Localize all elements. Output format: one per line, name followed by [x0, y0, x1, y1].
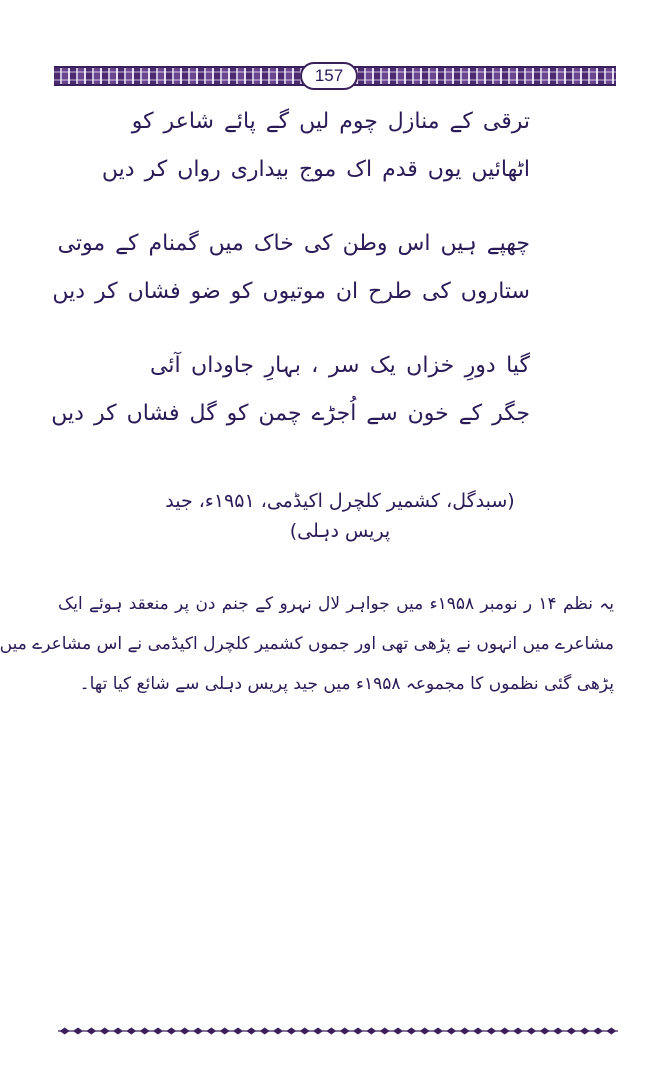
verse-line: ترقی کے منازل چوم لیں گے پائے شاعر کو [131, 109, 530, 134]
source-citation: (سبدگل، کشمیر کلچرل اکیڈمی، ۱۹۵۱ء، جید پریس دہلی) [165, 490, 515, 542]
ornament-diamond [100, 1028, 110, 1035]
footnote-line: پڑھی گئی نظموں کا مجموعہ ۱۹۵۸ء میں جید پریس دہلی سے شائع کیا تھا۔ [79, 674, 614, 694]
verse-line: اٹھائیں یوں قدم اک موج بیداری رواں کر دیں [101, 157, 530, 182]
ornament-diamond [513, 1028, 523, 1035]
ornament-diamond [393, 1028, 403, 1035]
ornament-diamond [366, 1028, 376, 1035]
ornament-diamond [73, 1028, 83, 1035]
ornament-diamond [140, 1028, 150, 1035]
ornament-diamond [406, 1028, 416, 1035]
ornament-diamond [540, 1028, 550, 1035]
ornament-diamond [86, 1028, 96, 1035]
ornament-diamond [60, 1028, 70, 1035]
ornament-diamond [500, 1028, 510, 1035]
page-number-text: 157 [314, 66, 344, 85]
footnote-line: مشاعرے میں انہوں نے پڑھی تھی اور جموں کشمیر کلچرل اکیڈمی نے اس مشاعرے میں [0, 634, 614, 654]
ornament-diamond [153, 1028, 163, 1035]
ornament-diamond [246, 1028, 256, 1035]
ornament-diamond [126, 1028, 136, 1035]
ornament-diamond [526, 1028, 536, 1035]
ornament-diamond [233, 1028, 243, 1035]
ornament-diamond [286, 1028, 296, 1035]
ornament-diamond [326, 1028, 336, 1035]
ornament-diamond [340, 1028, 350, 1035]
ornament-diamond [460, 1028, 470, 1035]
ornament-diamond [486, 1028, 496, 1035]
stanza-1 [101, 98, 530, 194]
poem [51, 98, 530, 464]
ornament-diamond [553, 1028, 563, 1035]
ornament-diamond [353, 1028, 363, 1035]
ornament-diamond [193, 1028, 203, 1035]
footnote-paragraph [0, 584, 614, 704]
footnote-line: یہ نظم ۱۴ ر نومبر ۱۹۵۸ء میں جواہر لال نہرو کے جنم دن پر منعقد ہوئے ایک [58, 594, 614, 614]
stanza-3 [51, 342, 530, 438]
ornament-diamond [566, 1028, 576, 1035]
ornament-diamond [433, 1028, 443, 1035]
ornament-diamond [446, 1028, 456, 1035]
page-number [300, 62, 358, 90]
ornament-diamond [113, 1028, 123, 1035]
ornament-diamond [593, 1028, 603, 1035]
verse-line: گیا دورِ خزاں یک سر ، بہارِ جاوداں آئی [150, 353, 530, 378]
verse-line: ستاروں کی طرح ان موتیوں کو ضو فشاں کر دیں [52, 279, 530, 304]
ornament-diamond [606, 1028, 616, 1035]
ornament-diamond [300, 1028, 310, 1035]
ornament-diamond [473, 1028, 483, 1035]
bottom-ornament-border [58, 1026, 618, 1036]
stanza-2 [52, 220, 530, 316]
verse-line: جگر کے خون سے اُجڑے چمن کو گل فشاں کر دیں [51, 401, 530, 426]
ornament-diamond [273, 1028, 283, 1035]
ornament-diamond [180, 1028, 190, 1035]
ornament-diamond [260, 1028, 270, 1035]
ornament-diamond [380, 1028, 390, 1035]
ornament-diamond [580, 1028, 590, 1035]
ornament-diamond [420, 1028, 430, 1035]
ornament-diamond [220, 1028, 230, 1035]
verse-line: چھپے ہیں اس وطن کی خاک میں گمنام کے موتی [57, 231, 530, 256]
ornament-diamond [313, 1028, 323, 1035]
ornament-diamond [206, 1028, 216, 1035]
ornament-diamond [166, 1028, 176, 1035]
